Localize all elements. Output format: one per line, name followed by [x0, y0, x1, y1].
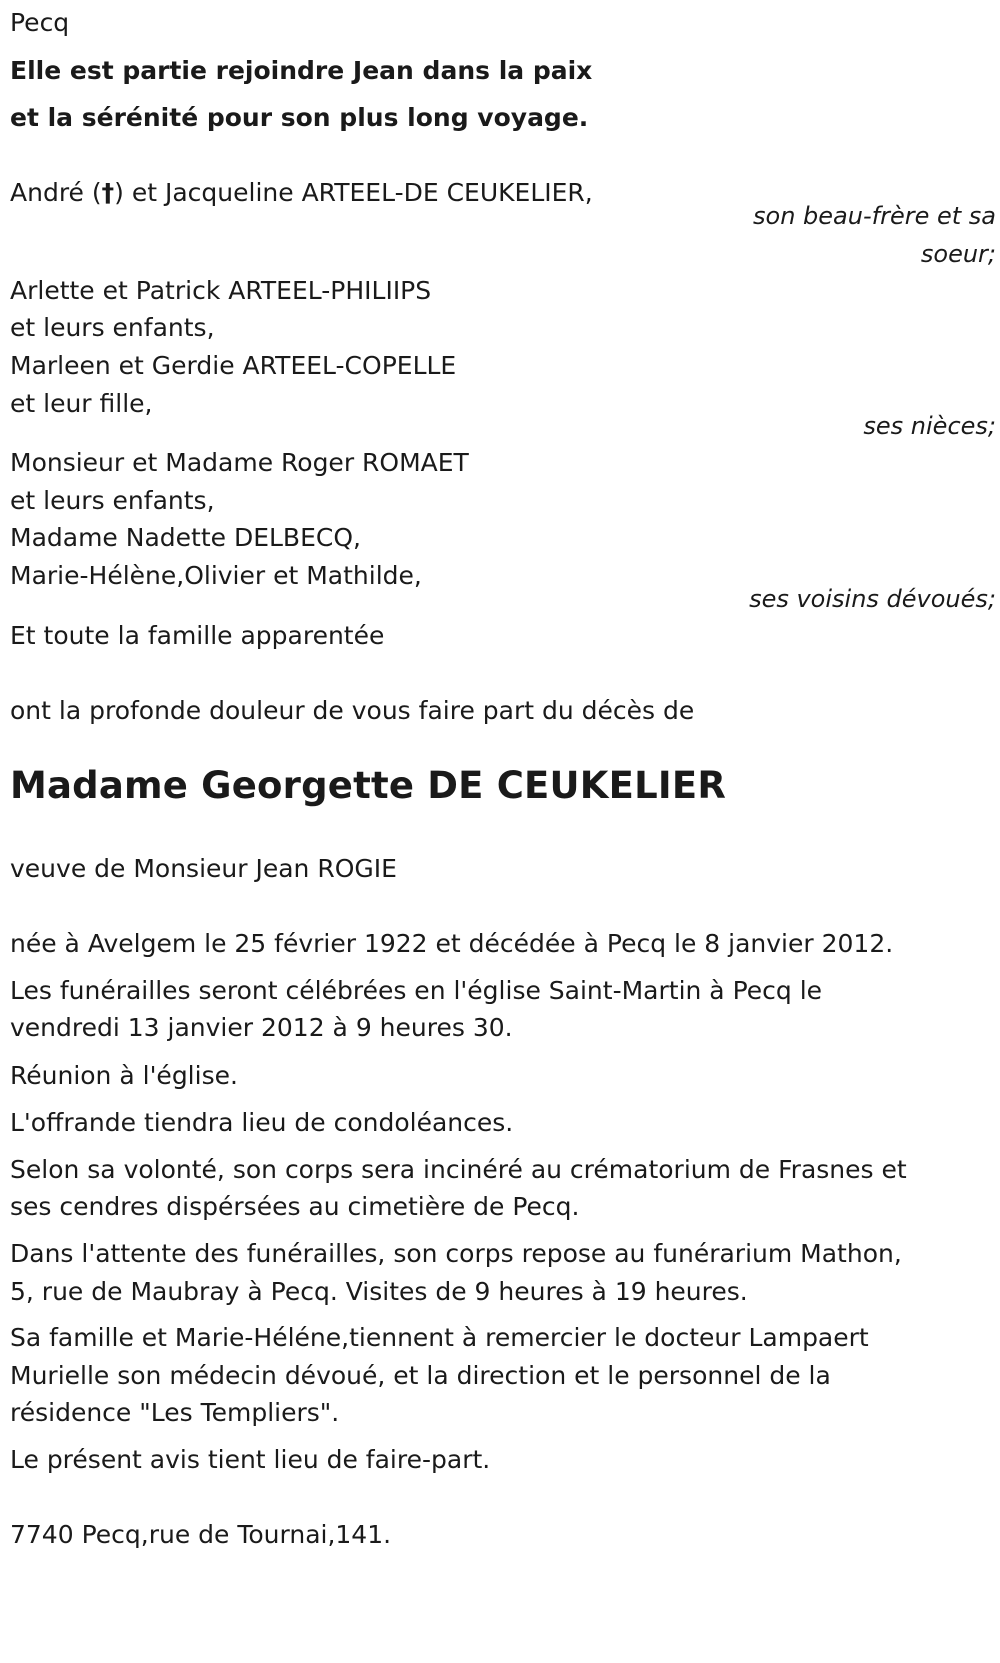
relation-nieces: ses nièces;	[863, 412, 996, 440]
relation-brother-sister-line-2: soeur;	[920, 240, 996, 268]
rest-line-1: Dans l'attente des funérailles, son corps repose au funérarium Mathon,	[10, 1239, 902, 1268]
family-group-3-line-1: Monsieur et Madame Roger ROMAET	[10, 448, 469, 477]
cremation-line-2: ses cendres dispérsées au cimetière de Pecq.	[10, 1192, 580, 1221]
cremation-line-1: Selon sa volonté, son corps sera incinéré au crématorium de Frasnes et	[10, 1155, 907, 1184]
thanks-line-2: Murielle son médecin dévoué, et la direction et le personnel de la	[10, 1361, 831, 1390]
family-group-2-line-2: et leurs enfants,	[10, 313, 215, 342]
family-group-3-line-4: Marie-Hélène,Olivier et Mathilde,	[10, 561, 422, 590]
verse-line-1: Elle est partie rejoindre Jean dans la paix	[10, 56, 593, 85]
thanks-line-1: Sa famille et Marie-Héléne,tiennent à remercier le docteur Lampaert	[10, 1323, 869, 1352]
thanks-line-3: résidence "Les Templiers".	[10, 1398, 340, 1427]
family-group-2-line-1: Arlette et Patrick ARTEEL-PHILIIPS	[10, 276, 432, 305]
meeting-text: Réunion à l'église.	[10, 1061, 238, 1090]
birth-death-text: née à Avelgem le 25 février 1922 et décédée à Pecq le 8 janvier 2012.	[10, 929, 894, 958]
family-group-4-line-1: Et toute la famille apparentée	[10, 621, 385, 650]
widow-of-text: veuve de Monsieur Jean ROGIE	[10, 854, 397, 883]
address-text: 7740 Pecq,rue de Tournai,141.	[10, 1520, 392, 1549]
family-group-3-line-3: Madame Nadette DELBECQ,	[10, 523, 361, 552]
funeral-line-1: Les funérailles seront célébrées en l'église Saint-Martin à Pecq le	[10, 976, 823, 1005]
rest-line-2: 5, rue de Maubray à Pecq. Visites de 9 heures à 19 heures.	[10, 1277, 748, 1306]
verse-line-2: et la sérénité pour son plus long voyage.	[10, 103, 589, 132]
relation-brother-sister-line-1: son beau-frère et sa	[753, 202, 996, 230]
deceased-name: Madame Georgette DE CEUKELIER	[10, 764, 727, 807]
relation-neighbours: ses voisins dévoués;	[749, 585, 996, 613]
family-group-1-suffix: ) et Jacqueline ARTEEL-DE CEUKELIER,	[114, 178, 593, 207]
offering-text: L'offrande tiendra lieu de condoléances.	[10, 1108, 514, 1137]
place-name: Pecq	[10, 8, 70, 37]
family-group-3-line-2: et leurs enfants,	[10, 486, 215, 515]
announcement-text: ont la profonde douleur de vous faire part du décès de	[10, 696, 695, 725]
family-group-1-line	[10, 178, 593, 207]
family-group-1-prefix: André (	[10, 178, 102, 207]
notice-text: Le présent avis tient lieu de faire-part.	[10, 1445, 491, 1474]
cross-icon: †	[101, 178, 115, 207]
family-group-2-line-4: et leur fille,	[10, 389, 153, 418]
funeral-line-2: vendredi 13 janvier 2012 à 9 heures 30.	[10, 1013, 513, 1042]
family-group-2-line-3: Marleen et Gerdie ARTEEL-COPELLE	[10, 351, 457, 380]
